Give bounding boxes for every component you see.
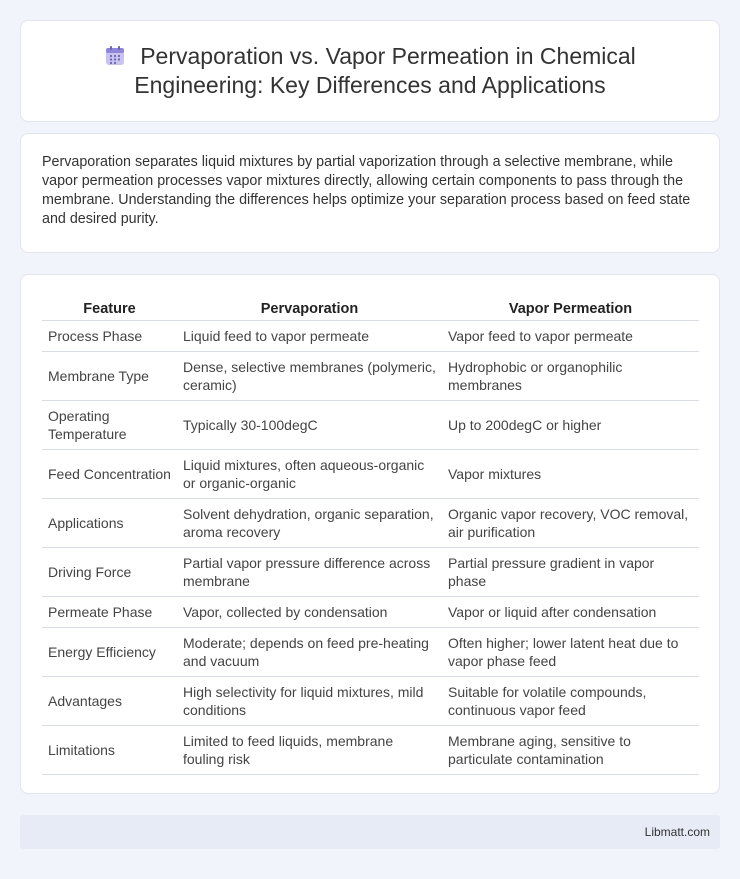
vapor-permeation-cell: Vapor mixtures [442, 449, 699, 498]
pervaporation-cell: Limited to feed liquids, membrane fouling risk [177, 725, 442, 774]
table-header-row [42, 294, 699, 320]
comparison-table [42, 294, 699, 775]
vapor-permeation-cell: Organic vapor recovery, VOC removal, air purification [442, 498, 699, 547]
pervaporation-cell: Liquid feed to vapor permeate [177, 320, 442, 351]
pervaporation-cell: Moderate; depends on feed pre-heating and vacuum [177, 627, 442, 676]
vapor-permeation-cell: Vapor feed to vapor permeate [442, 320, 699, 351]
pervaporation-cell: Dense, selective membranes (polymeric, ceramic) [177, 351, 442, 400]
calendar-grid-icon [104, 45, 126, 67]
table-row [42, 320, 699, 351]
vapor-permeation-cell: Up to 200degC or higher [442, 400, 699, 449]
table-row [42, 351, 699, 400]
table-row [42, 676, 699, 725]
table-row [42, 498, 699, 547]
table-row [42, 547, 699, 596]
pervaporation-cell: Partial vapor pressure difference across membrane [177, 547, 442, 596]
feature-cell: Advantages [42, 676, 177, 725]
feature-cell: Permeate Phase [42, 596, 177, 627]
pervaporation-cell: Typically 30-100degC [177, 400, 442, 449]
page-title [51, 42, 689, 100]
header-vapor-permeation: Vapor Permeation [442, 294, 699, 320]
intro-paragraph: Pervaporation separates liquid mixtures by partial vaporization through a selective membrane, while vapor permeation processes vapor mixtures directly, allowing certain components to pass through the membrane. Understanding the differences helps optimize your separation process based on feed state and desired purity. [42, 154, 691, 227]
vapor-permeation-cell: Partial pressure gradient in vapor phase [442, 547, 699, 596]
feature-cell: Membrane Type [42, 351, 177, 400]
page-title-text: Pervaporation vs. Vapor Permeation in Chemical Engineering: Key Differences and Applications [134, 43, 636, 98]
table-row [42, 400, 699, 449]
pervaporation-cell: Solvent dehydration, organic separation, aroma recovery [177, 498, 442, 547]
vapor-permeation-cell: Hydrophobic or organophilic membranes [442, 351, 699, 400]
table-row [42, 596, 699, 627]
header-feature: Feature [42, 294, 177, 320]
comparison-table-card [20, 274, 720, 794]
intro-card [20, 133, 720, 253]
vapor-permeation-cell: Suitable for volatile compounds, continuous vapor feed [442, 676, 699, 725]
footer-brand: Libmatt.com [644, 825, 710, 839]
feature-cell: Energy Efficiency [42, 627, 177, 676]
feature-cell: Operating Temperature [42, 400, 177, 449]
table-row [42, 627, 699, 676]
table-row [42, 725, 699, 774]
pervaporation-cell: High selectivity for liquid mixtures, mild conditions [177, 676, 442, 725]
header-pervaporation: Pervaporation [177, 294, 442, 320]
vapor-permeation-cell: Often higher; lower latent heat due to vapor phase feed [442, 627, 699, 676]
pervaporation-cell: Vapor, collected by condensation [177, 596, 442, 627]
footer [20, 815, 720, 849]
feature-cell: Limitations [42, 725, 177, 774]
feature-cell: Applications [42, 498, 177, 547]
title-card [20, 20, 720, 122]
vapor-permeation-cell: Membrane aging, sensitive to particulate contamination [442, 725, 699, 774]
pervaporation-cell: Liquid mixtures, often aqueous-organic or organic-organic [177, 449, 442, 498]
table-row [42, 449, 699, 498]
vapor-permeation-cell: Vapor or liquid after condensation [442, 596, 699, 627]
feature-cell: Feed Concentration [42, 449, 177, 498]
feature-cell: Driving Force [42, 547, 177, 596]
feature-cell: Process Phase [42, 320, 177, 351]
